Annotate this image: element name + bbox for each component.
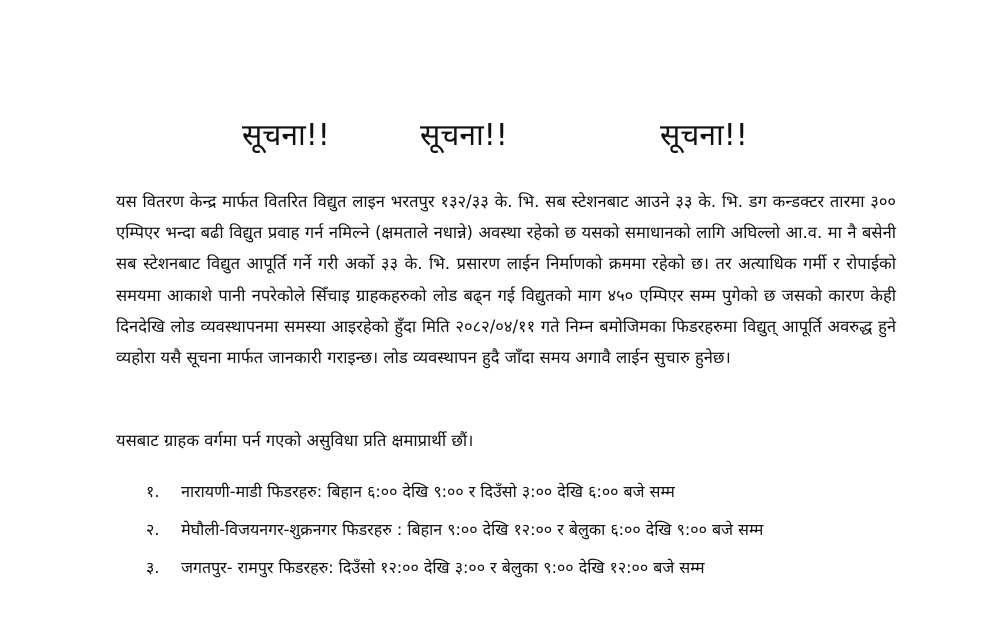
list-item-text: नारायणी-माडी फिडरहरु: बिहान ६:०० देखि ९:०० र दिउँसो ३:०० देखि ६:०० बजे सम्म xyxy=(181,482,675,501)
list-item-number: ३. xyxy=(146,558,160,577)
apology-line: यसबाट ग्राहक वर्गमा पर्न गएको असुविधा प्रति क्षमाप्रार्थी छौं। xyxy=(116,431,474,450)
list-item-text: मेघौली-विजयनगर-शुक्रनगर फिडरहरु : बिहान ९:०० देखि १२:०० र बेलुका ६:०० देखि ९:०० बजे सम्म xyxy=(181,520,764,539)
list-item xyxy=(146,554,946,592)
notice-headings xyxy=(0,116,1000,166)
feeder-schedule-list xyxy=(146,478,946,592)
notice-body xyxy=(116,186,896,373)
list-item-number: १. xyxy=(146,482,160,501)
body-paragraph: यस वितरण केन्द्र मार्फत वितरित विद्युत लाइन भरतपुर १३२/३३ के. भि. सब स्टेशनबाट आउने ३३ के. भि. डग कन्डक्टर तारमा ३०० एम्पिएर भन्दा बढी विद्युत प्रवाह गर्न नमिल्ने (क्षमताले नधान्ने) अवस्था रहेको छ यसको समाधानको लागि अघिल्लो आ.व. मा नै बसेनी सब स्टेशनबाट विद्युत आपूर्ति गर्ने गरी अर्को ३३ के. भि. प्रसारण लाईन निर्माणको क्रममा रहेको छ। तर अत्याधिक गर्मी र रोपाईको समयमा आकाशे पानी नपरेकोले सिँचाइ ग्राहकहरुको लोड बढ्न गई विद्युतको माग ४५० एम्पिएर सम्म पुगेको छ जसको कारण केही दिनदेखि लोड व्यवस्थापनमा समस्या आइरहेको हुँदा मिति २०८२/०४/११ गते निम्न बमोजिमका फिडरहरुमा विद्युत् आपूर्ति अवरुद्ध हुने व्यहोरा यसै सूचना मार्फत जानकारी गराइन्छ। लोड व्यवस्थापन हुदै जाँदा समय अगावै लाईन सुचारु हुनेछ। xyxy=(116,192,896,368)
notice-heading-3: सूचना!! xyxy=(660,118,748,153)
list-item xyxy=(146,516,946,554)
list-item xyxy=(146,478,946,516)
notice-heading-2: सूचना!! xyxy=(420,118,508,153)
list-item-number: २. xyxy=(146,520,160,539)
notice-heading-1: सूचना!! xyxy=(242,118,330,153)
list-item-text: जगतपुर- रामपुर फिडरहरु: दिउँसो १२:०० देखि ३:०० र बेलुका ९:०० देखि १२:०० बजे सम्म xyxy=(181,558,705,577)
